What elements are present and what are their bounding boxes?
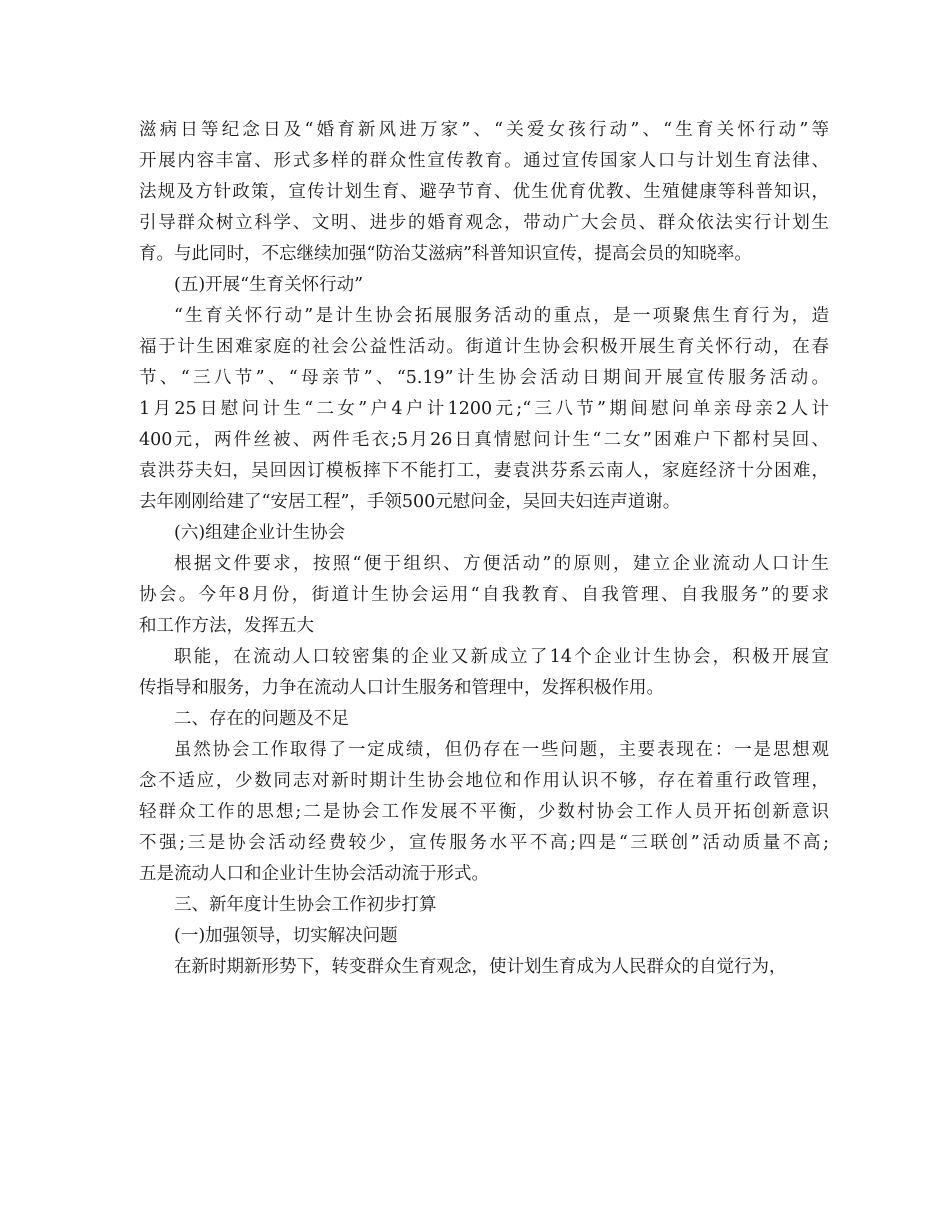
paragraph-line: 念不适应，少数同志对新时期计生协会地位和作用认识不够，存在着重行政管理， — [139, 771, 829, 791]
paragraph-line: 传指导和服务，力争在流动人口计生服务和管理中，发挥积极作用。 — [139, 678, 664, 698]
paragraph-line: 五是流动人口和企业计生协会活动流于形式。 — [139, 864, 489, 884]
paragraph-line: 育。与此同时，不忘继续加强“防治艾滋病”科普知识宣传，提高会员的知晓率。 — [139, 244, 752, 264]
section-heading: 三、新年度计生协会工作初步打算 — [174, 895, 437, 915]
paragraph-line: 去年刚刚给建了“安居工程”，手领500元慰问金，吴回夫妇连声道谢。 — [139, 492, 681, 512]
section-heading: 二、存在的问题及不足 — [174, 709, 349, 729]
paragraph-line: 协会。今年8月份，街道计生协会运用“自我教育、自我管理、自我服务”的要求 — [139, 585, 829, 605]
paragraph-line: 根据文件要求，按照“便于组织、方便活动”的原则，建立企业流动人口计生 — [174, 554, 829, 574]
paragraph-line: 滋病日等纪念日及“婚育新风进万家”、“关爱女孩行动”、“生育关怀行动”等 — [139, 120, 829, 140]
section-heading: (五)开展“生育关怀行动” — [174, 275, 364, 295]
paragraph-line: 在新时期新形势下，转变群众生育观念，使计划生育成为人民群众的自觉行为， — [174, 957, 787, 977]
paragraph-line: 职能，在流动人口较密集的企业又新成立了14个企业计生协会，积极开展宣 — [174, 647, 829, 667]
paragraph-line: 不强;三是协会活动经费较少，宣传服务水平不高;四是“三联创”活动质量不高; — [139, 833, 829, 853]
paragraph-line: 和工作方法，发挥五大 — [139, 616, 314, 636]
paragraph-line: 节、“三八节”、“母亲节”、“5.19”计生协会活动日期间开展宣传服务活动。 — [139, 368, 829, 388]
paragraph-line: 轻群众工作的思想;二是协会工作发展不平衡，少数村协会工作人员开拓创新意识 — [139, 802, 829, 822]
paragraph-line: 开展内容丰富、形式多样的群众性宣传教育。通过宣传国家人口与计划生育法律、 — [139, 151, 829, 171]
paragraph-line: 引导群众树立科学、文明、进步的婚育观念，带动广大会员、群众依法实行计划生 — [139, 213, 829, 233]
paragraph-line: 虽然协会工作取得了一定成绩，但仍存在一些问题，主要表现在：一是思想观 — [174, 740, 829, 760]
section-heading: (六)组建企业计生协会 — [174, 523, 346, 543]
paragraph-line: 袁洪芬夫妇，吴回因订模板摔下不能打工，妻袁洪芬系云南人，家庭经济十分困难， — [139, 461, 829, 481]
paragraph-line: “生育关怀行动”是计生协会拓展服务活动的重点，是一项聚焦生育行为，造 — [174, 306, 829, 326]
paragraph-line: 福于计生困难家庭的社会公益性活动。街道计生协会积极开展生育关怀行动，在春 — [139, 337, 829, 357]
document-body — [139, 115, 829, 983]
paragraph-line: 1月25日慰问计生“二女”户4户计1200元;“三八节”期间慰问单亲母亲2人计 — [139, 399, 829, 419]
section-heading: (一)加强领导，切实解决问题 — [174, 926, 398, 946]
paragraph-line: 400元，两件丝被、两件毛衣;5月26日真情慰问计生“二女”困难户下都村吴回、 — [139, 430, 829, 450]
paragraph-line: 法规及方针政策，宣传计划生育、避孕节育、优生优育优教、生殖健康等科普知识， — [139, 182, 829, 202]
